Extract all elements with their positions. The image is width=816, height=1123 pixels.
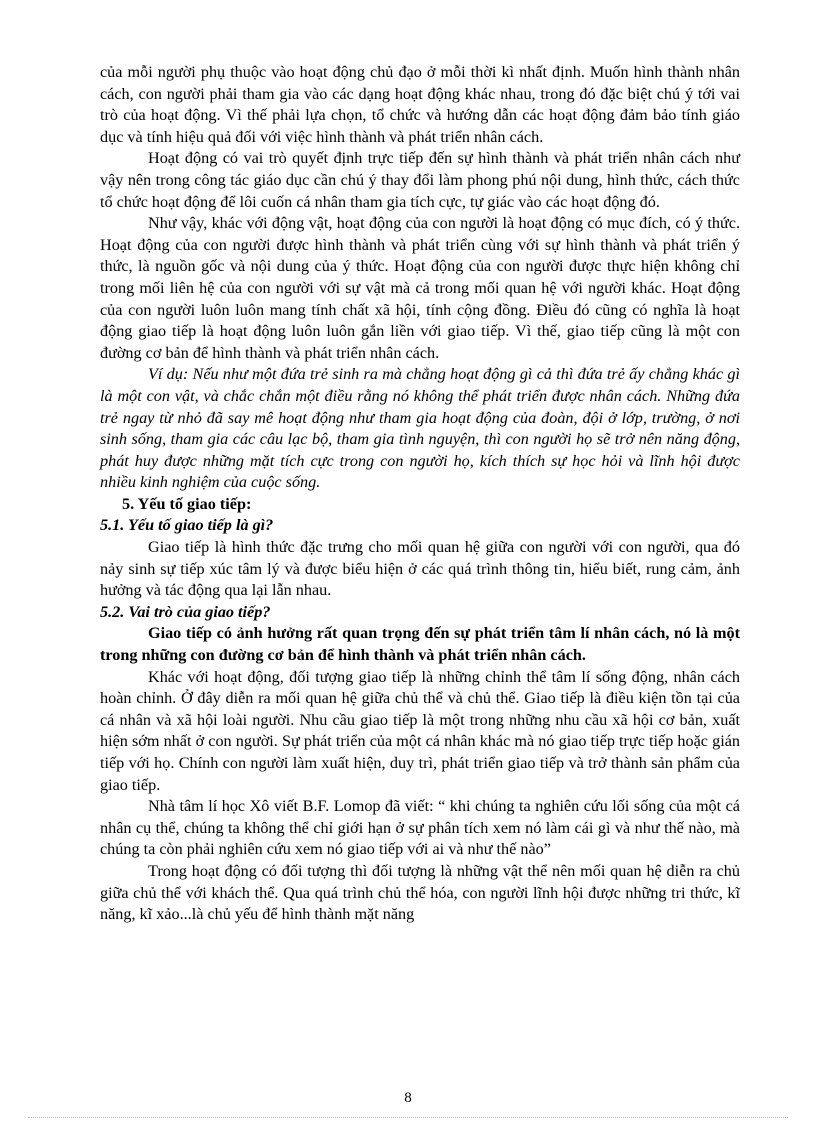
document-page: [100, 62, 740, 926]
subsection-heading-5-2: 5.2. Vai trò của giao tiếp?: [100, 602, 271, 621]
quote-paragraph: Nhà tâm lí học Xô viết B.F. Lomop đã viết: “ khi chúng ta nghiên cứu lối sống của một cá nhân cụ thể, chúng ta không thể chỉ giới hạn ở sự phân tích xem nó làm cái gì và như thế nào, mà chúng ta còn phải nghiên cứu xem nó giao tiếp với ai và như thế nào”: [100, 797, 740, 859]
paragraph-definition: Giao tiếp là hình thức đặc trưng cho mối quan hệ giữa con người với con người, qua đó nảy sinh sự tiếp xúc tâm lý và được biểu hiện ở các quá trình thông tin, hiểu biết, rung cảm, ảnh hưởng và tác động qua lại lẫn nhau.: [100, 538, 740, 600]
paragraph-3: Như vậy, khác với động vật, hoạt động của con người là hoạt động có mục đích, có ý thức. Hoạt động của con người được hình thành và phát triển cùng với sự hình thành và phát triển ý thức, là nguồn gốc và nội dung của ý thức. Hoạt động của con người được thực hiện không chỉ trong mối liên hệ của con người với sự vật mà cả trong mối quan hệ với người khác. Hoạt động của con người luôn luôn mang tính chất xã hội, tính cộng đồng. Điều đó cũng có nghĩa là hoạt động giao tiếp là hoạt động luôn luôn gắn liền với giao tiếp. Vì thế, giao tiếp cũng là một con đường cơ bản để hình thành và phát triển nhân cách.: [100, 214, 740, 362]
paragraph-2: Hoạt động có vai trò quyết định trực tiếp đến sự hình thành và phát triển nhân cách như vậy nên trong công tác giáo dục cần chú ý thay đổi làm phong phú nội dung, hình thức, cách thức tổ chức hoạt động để lôi cuốn cá nhân tham gia tích cực, tự giác vào các hoạt động đó.: [100, 149, 740, 211]
bold-thesis-paragraph: Giao tiếp có ảnh hưởng rất quan trọng đến sự phát triển tâm lí nhân cách, nó là một trong những con đường cơ bản để hình thành và phát triển nhân cách.: [100, 624, 740, 665]
example-paragraph: Ví dụ: Nếu như một đứa trẻ sinh ra mà chẳng hoạt động gì cả thì đứa trẻ ấy chẳng khác gì là một con vật, và chắc chắn một điều rằng nó không thể phát triển được nhân cách. Những đứa trẻ ngay từ nhỏ đã say mê hoạt động như tham gia hoạt động của đoàn, đội ở lớp, trường, ở nơi sinh sống, tham gia các câu lạc bộ, tham gia tình nguyện, thì con người họ sẽ trở nên năng động, phát huy được những mặt tích cực trong con người họ, kích thích sự học hỏi và lĩnh hội được nhiều kinh nghiệm của cuộc sống.: [100, 365, 740, 492]
paragraph-4: Khác với hoạt động, đối tượng giao tiếp là những chỉnh thể tâm lí sống động, nhân cách hoàn chỉnh. Ở đây diễn ra mối quan hệ giữa chủ thể và chủ thể. Giao tiếp là điều kiện tồn tại của cá nhân và xã hội loài người. Nhu cầu giao tiếp là một trong những nhu cầu xã hội cơ bản, xuất hiện sớm nhất ở con người. Sự phát triển của một cá nhân khác mà nó giao tiếp trực tiếp hoặc gián tiếp với họ. Chính con người làm xuất hiện, duy trì, phát triển giao tiếp và trở thành sản phẩm của giao tiếp.: [100, 667, 740, 794]
subsection-heading-5-1: 5.1. Yếu tố giao tiếp là gì?: [100, 516, 274, 535]
paragraph-1: của mỗi người phụ thuộc vào hoạt động chủ đạo ở mỗi thời kì nhất định. Muốn hình thành nhân cách, con người phải tham gia vào các dạng hoạt động khác nhau, trong đó đặc biệt chú ý tới vai trò của hoạt động. Vì thế phải lựa chọn, tổ chức và hướng dẫn các hoạt động đảm bảo tính giáo dục và tính hiệu quả đối với việc hình thành và phát triển nhân cách.: [100, 63, 740, 146]
page-number: 8: [404, 1090, 412, 1106]
footer-divider: [28, 1117, 788, 1118]
paragraph-5: Trong hoạt động có đối tượng thì đối tượng là những vật thể nên mối quan hệ diễn ra chủ giữa chủ thể với khách thể. Qua quá trình chủ thể hóa, con người lĩnh hội được những tri thức, kĩ năng, kĩ xảo...là chủ yếu để hình thành mặt năng: [100, 861, 740, 924]
section-heading-5: 5. Yếu tố giao tiếp:: [122, 494, 252, 513]
